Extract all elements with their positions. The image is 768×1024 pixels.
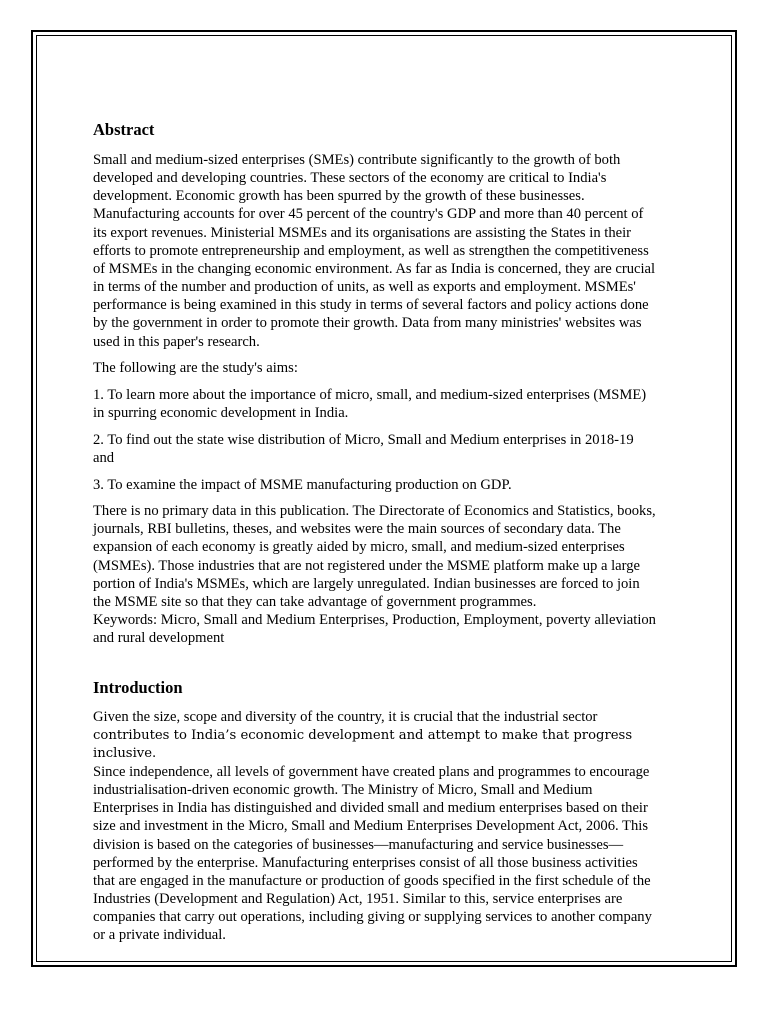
introduction-body: Since independence, all levels of government have created plans and programmes to encourage industrialisation-driven economic growth. The Ministry of Micro, Small and Medium Enterprises in India has distinguished and divided small and medium enterprises based on their size and investment in the Micro, Small and Medium Enterprises Development Act, 2006. This division is based on the categories of businesses—manufacturing and service businesses—performed by the enterprise. Manufacturing enterprises consist of all those business activities that are engaged in the manufacture or production of goods specified in the first schedule of the Industries (Development and Regulation) Act, 1951. Similar to this, service enterprises are companies that carry out operations, including giving or supplying services to another company or a private individual. — [93, 763, 652, 944]
introduction-line-2: contributes to India’s economic development and attempt to make that progress inclusive. — [93, 727, 633, 761]
document-content — [93, 116, 658, 944]
aims-intro: The following are the study's aims: — [93, 360, 298, 377]
keywords: Keywords: Micro, Small and Medium Enterprises, Production, Employment, poverty alleviation and rural development — [93, 612, 656, 647]
abstract-heading: Abstract — [93, 120, 155, 139]
methodology-paragraph: There is no primary data in this publication. The Directorate of Economics and Statistics, books, journals, RBI bulletins, theses, and websites were the main sources of secondary data. The expansion of each economy is greatly aided by micro, small, and medium-sized enterprises (MSMEs). Those industries that are not registered under the MSME platform make up a large portion of India's MSMEs, which are largely unregulated. Indian businesses are forced to join the MSME site so that they can take advantage of government programmes. — [93, 503, 656, 610]
aim-item: 3. To examine the impact of MSME manufacturing production on GDP. — [93, 476, 512, 493]
introduction-heading: Introduction — [93, 678, 183, 698]
aim-item: 1. To learn more about the importance of micro, small, and medium-sized enterprises (MSME) in spurring economic development in India. — [93, 386, 647, 422]
introduction-paragraph — [93, 708, 658, 944]
introduction-line-1: Given the size, scope and diversity of the country, it is crucial that the industrial sector — [93, 709, 598, 726]
abstract-paragraph: Small and medium-sized enterprises (SMEs) contribute significantly to the growth of both developed and developing countries. These sectors of the economy are critical to India's development. Economic growth has been spurred by the growth of these businesses. Manufacturing accounts for over 45 percent of the country's GDP and more than 40 percent of its export revenues. Ministerial MSMEs and its organisations are assisting the States in their efforts to promote entrepreneurship and employment, as well as strengthen the competitiveness of MSMEs in the changing economic environment. As far as India is concerned, they are crucial in terms of the number and production of units, as well as exports and employment. MSMEs' performance is being examined in this study in terms of several factors and policy actions done by the government in order to promote their growth. Data from many ministries' websites was used in this paper's research. — [93, 152, 656, 350]
aim-item: 2. To find out the state wise distribution of Micro, Small and Medium enterprises in 2018-19 and — [93, 431, 634, 466]
